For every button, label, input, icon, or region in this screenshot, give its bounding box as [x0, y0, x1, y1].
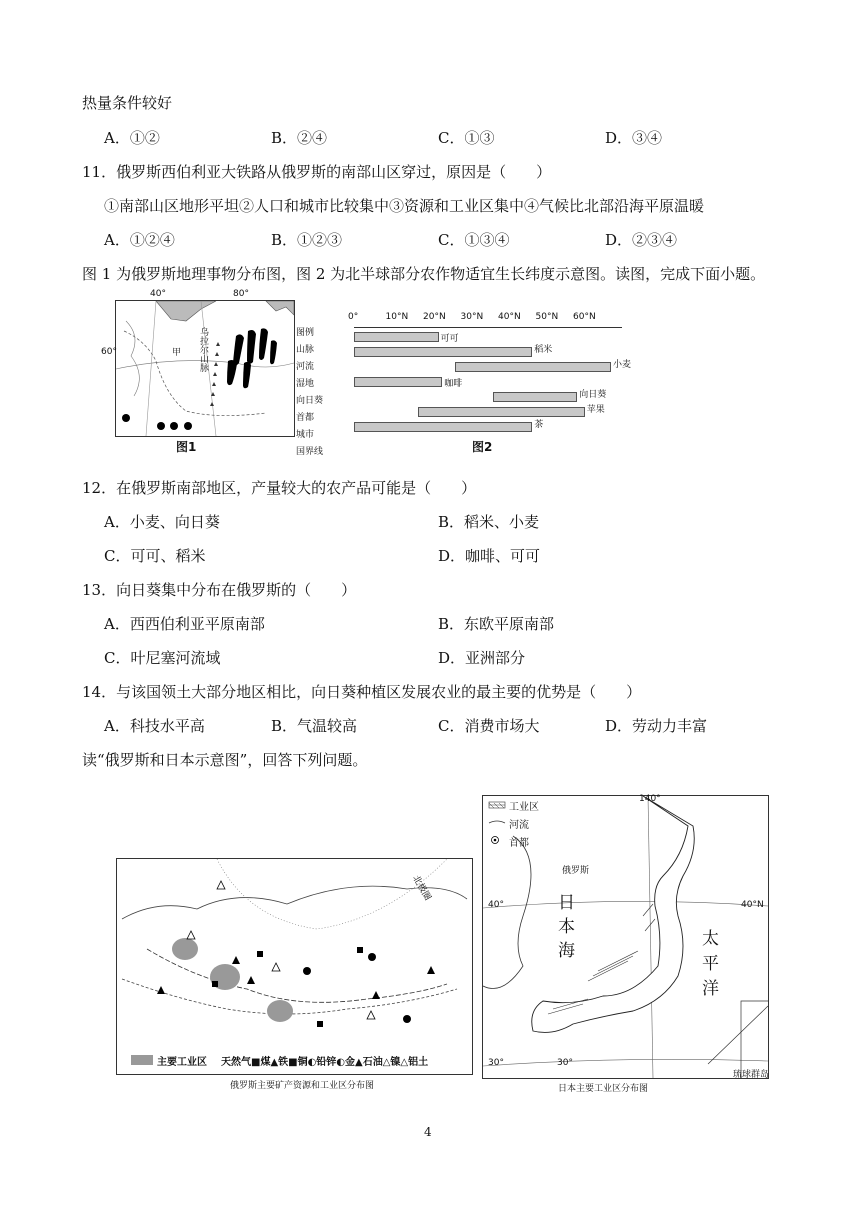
q10-option-c[interactable]: C．①③ [438, 129, 495, 147]
fig2-bar [354, 422, 532, 432]
fig2-bar-label: 可可 [440, 334, 459, 344]
russia-legend-resources: 天然气■煤▲铁■铜◐铅锌◐金▲石油△镍△铝土 [221, 1057, 429, 1068]
fig1-legend-border: 国界线 [296, 447, 324, 457]
q11-statements: ①南部山区地形平坦②人口和城市比较集中③资源和工业区集中④气候比北部沿海平原温暖 [104, 197, 705, 215]
japan-sea-char-3: 海 [558, 941, 575, 961]
fig2-bar-label: 小麦 [613, 360, 632, 370]
russia-legend-region-swatch [131, 1055, 153, 1065]
fig1-lat-60: 60° [101, 347, 117, 357]
fig2-bar [418, 407, 585, 417]
fig1-legend-wetland: 湿地 [296, 379, 315, 389]
japan-ocean-char-2: 平 [702, 954, 719, 974]
japan-lat-40-right: 40°N [741, 900, 764, 910]
q12-option-b[interactable]: B．稻米、小麦 [438, 513, 540, 531]
russia-map-caption: 俄罗斯主要矿产资源和工业区分布图 [230, 1081, 375, 1091]
q13-option-b[interactable]: B．东欧平原南部 [438, 615, 555, 633]
fig2-bar-label: 苹果 [586, 405, 605, 415]
fig2-tick-label: 10°N [385, 312, 409, 322]
q10-option-a[interactable]: A．①② [104, 129, 160, 147]
q10-tail: 热量条件较好 [82, 94, 173, 112]
fig2-bar [354, 377, 442, 387]
page-number: 4 [424, 1125, 432, 1139]
fig1-legend-sunflower: 向日葵 [296, 396, 324, 406]
fig2-bar [354, 347, 532, 357]
fig2-bar-label: 茶 [534, 420, 544, 430]
fig2-tick-label: 50°N [535, 312, 559, 322]
fig2-bar-label: 向日葵 [579, 390, 607, 400]
japan-sea-char-1: 日 [558, 893, 575, 913]
japan-lat-30-mid: 30° [557, 1058, 573, 1068]
japan-inset-label: 琉球群岛 [733, 1070, 770, 1080]
fig1-legend-city: 城市 [296, 430, 315, 440]
q13-option-d[interactable]: D．亚洲部分 [438, 649, 526, 667]
fig1-lon-80: 80° [233, 289, 249, 299]
japan-map-caption: 日本主要工业区分布图 [558, 1084, 649, 1094]
q12-option-a[interactable]: A．小麦、向日葵 [104, 513, 220, 531]
japan-label-russia: 俄罗斯 [562, 866, 590, 876]
japan-legend-industry: 工业区 [509, 802, 539, 813]
q14-option-c[interactable]: C．消费市场大 [438, 717, 540, 735]
intro-fig1-fig2: 图 1 为俄罗斯地理事物分布图，图 2 为北半球部分农作物适宜生长纬度示意图。读图，完成下面小题。 [82, 265, 766, 283]
q13-option-c[interactable]: C．叶尼塞河流域 [104, 649, 221, 667]
japan-lat-30-left: 30° [488, 1058, 504, 1068]
japan-sea-char-2: 本 [558, 917, 575, 937]
q13-stem: 13．向日葵集中分布在俄罗斯的（ ） [82, 581, 357, 599]
q12-option-c[interactable]: C．可可、稻米 [104, 547, 206, 565]
q14-stem: 14．与该国领土大部分地区相比，向日葵种植区发展农业的最主要的优势是（ ） [82, 683, 642, 701]
japan-legend-river: 河流 [509, 820, 529, 831]
fig2-bar-label: 稻米 [534, 345, 553, 355]
japan-ocean-char-1: 太 [702, 929, 719, 949]
japan-legend-capital: 首都 [509, 838, 529, 849]
fig1-ural-label: 乌拉尔山脉 [200, 328, 210, 374]
russia-resource-map [116, 858, 473, 1075]
q10-option-d[interactable]: D．③④ [605, 129, 663, 147]
japan-industry-map [482, 795, 769, 1079]
q13-option-a[interactable]: A．西西伯利亚平原南部 [104, 615, 265, 633]
fig1-legend-title: 图例 [296, 328, 315, 338]
q12-option-d[interactable]: D．咖啡、可可 [438, 547, 541, 565]
fig2-bar [493, 392, 578, 402]
fig2-axis [354, 327, 622, 328]
q11-option-b[interactable]: B．①②③ [271, 231, 343, 249]
q12-stem: 12．在俄罗斯南部地区，产量较大的农产品可能是（ ） [82, 479, 477, 497]
fig2-tick-label: 40°N [498, 312, 521, 322]
japan-lat-40-left: 40° [488, 900, 504, 910]
fig2-chart [348, 310, 632, 435]
intro-russia-japan: 读“俄罗斯和日本示意图”，回答下列问题。 [82, 751, 368, 769]
fig2-tick-label: 60°N [573, 312, 596, 322]
q11-option-d[interactable]: D．②③④ [605, 231, 678, 249]
q14-option-a[interactable]: A．科技水平高 [104, 717, 205, 735]
japan-ocean-char-3: 洋 [702, 979, 719, 999]
russia-legend-region: 主要工业区 [157, 1057, 207, 1068]
russia-arctic-label: 北极圈 [410, 874, 433, 903]
q11-option-c[interactable]: C．①③④ [438, 231, 510, 249]
q14-option-d[interactable]: D．劳动力丰富 [605, 717, 708, 735]
fig1-legend-capital: 首都 [296, 413, 315, 423]
fig1-region-jia: 甲 [172, 348, 182, 358]
fig1-legend [296, 325, 332, 457]
fig2-tick-label: 30°N [460, 312, 484, 322]
q11-stem: 11．俄罗斯西伯利亚大铁路从俄罗斯的南部山区穿过，原因是（ ） [82, 163, 552, 181]
fig1-lon-40: 40° [150, 289, 166, 299]
q10-option-b[interactable]: B．②④ [271, 129, 328, 147]
q14-option-b[interactable]: B．气温较高 [271, 717, 358, 735]
q11-option-a[interactable]: A．①②④ [104, 231, 175, 249]
fig2-tick-label: 0° [348, 312, 359, 322]
fig2-bar [455, 362, 611, 372]
fig2-tick-label: 20°N [423, 312, 446, 322]
fig1-caption: 图1 [176, 440, 197, 454]
fig2-bar-label: 咖啡 [444, 379, 463, 389]
fig1-legend-mountain: 山脉 [296, 345, 315, 355]
japan-lon-140: 140° [639, 794, 661, 804]
fig1-legend-river: 河流 [296, 362, 315, 372]
fig2-caption: 图2 [472, 440, 493, 454]
fig2-bar [354, 332, 439, 342]
